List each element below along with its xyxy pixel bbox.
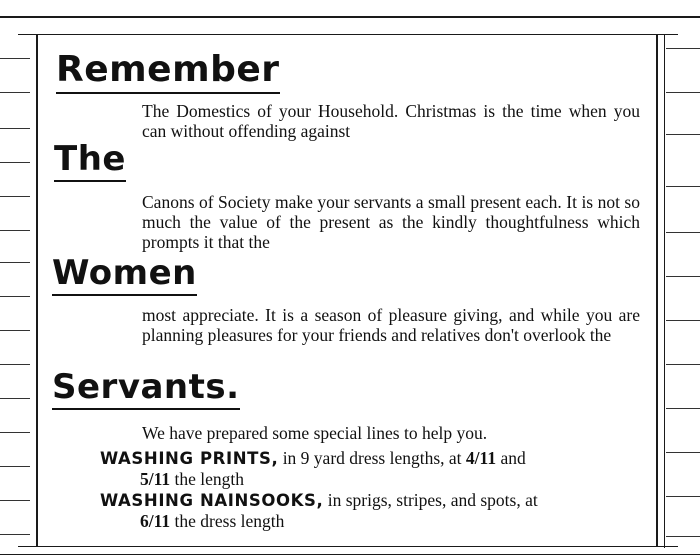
right-column-tick	[666, 408, 700, 409]
left-column-tick	[0, 330, 30, 331]
item-text: the dress length	[170, 511, 285, 531]
right-column-tick	[666, 186, 700, 187]
item-continuation	[100, 511, 645, 531]
item-name: WASHING NAINSOOKS,	[100, 491, 324, 510]
item-washing-prints	[100, 448, 645, 489]
heading-underline	[52, 294, 197, 296]
left-column-tick	[0, 534, 30, 535]
paragraph-3: most appreciate. It is a season of pleasure giving, and while you are planning pleasures for your friends and relatives don't overlook the	[142, 305, 640, 345]
heading-remember-text: Remember	[56, 49, 280, 90]
item-continuation	[100, 469, 645, 489]
bottom-page-rule	[0, 554, 700, 555]
heading-servants-text: Servants.	[52, 367, 240, 407]
heading-women	[52, 254, 197, 296]
right-column-tick	[666, 92, 700, 93]
right-column-tick	[666, 232, 700, 233]
item-text: the length	[170, 469, 245, 489]
right-column-tick	[666, 496, 700, 497]
item-text: in 9 yard dress lengths, at	[278, 448, 466, 468]
right-column-tick	[666, 48, 700, 49]
right-column-tick	[666, 134, 700, 135]
right-column-tick	[666, 276, 700, 277]
left-column-tick	[0, 432, 30, 433]
left-column-tick	[0, 500, 30, 501]
heading-the	[54, 140, 126, 182]
right-column-tick	[666, 320, 700, 321]
item-price: 4/11	[465, 448, 497, 468]
right-column-tick	[666, 452, 700, 453]
right-column-tick	[666, 364, 700, 365]
item-price: 5/11	[140, 469, 171, 489]
left-column-tick	[0, 398, 30, 399]
item-price: 6/11	[140, 511, 171, 531]
left-column-tick	[0, 466, 30, 467]
paragraph-4: We have prepared some special lines to help you.	[142, 423, 488, 443]
item-text: in sprigs, stripes, and spots, at	[323, 490, 538, 510]
heading-underline	[52, 408, 240, 410]
heading-servants	[52, 368, 240, 410]
bottom-box-rule	[18, 546, 678, 547]
right-column-tick	[666, 536, 700, 537]
heading-women-text: Women	[52, 253, 197, 293]
left-column-tick	[0, 92, 30, 93]
heading-remember	[56, 50, 280, 94]
left-column-tick	[0, 196, 30, 197]
left-column-tick	[0, 58, 30, 59]
item-text: and	[496, 448, 526, 468]
left-column-tick	[0, 162, 30, 163]
heading-underline	[54, 180, 126, 182]
left-column-tick	[0, 262, 30, 263]
left-column-tick	[0, 230, 30, 231]
item-washing-nainsooks	[100, 490, 645, 531]
paragraph-2: Canons of Society make your servants a small present each. It is not so much the value of the present as the kindly thoughtfulness which prompts it that the	[142, 192, 640, 252]
right-column-rule	[664, 34, 665, 548]
left-column-tick	[0, 364, 30, 365]
paragraph-1: The Domestics of your Household. Christmas is the time when you can without offending against	[142, 101, 640, 141]
item-name: WASHING PRINTS,	[100, 449, 279, 468]
left-column-tick	[0, 296, 30, 297]
heading-the-text: The	[54, 139, 126, 179]
top-page-rule	[0, 16, 700, 18]
left-column-tick	[0, 128, 30, 129]
heading-underline	[56, 92, 280, 94]
